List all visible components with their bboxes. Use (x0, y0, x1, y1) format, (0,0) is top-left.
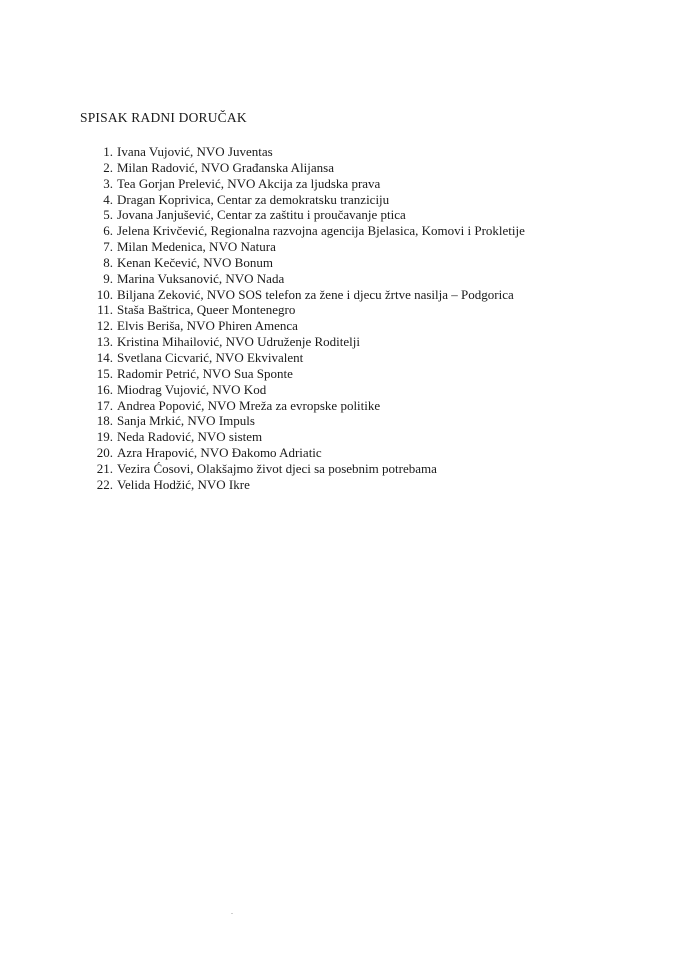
item-text: Neda Radović, NVO sistem (117, 429, 263, 445)
item-text: Staša Baštrica, Queer Montenegro (117, 302, 296, 318)
item-text: Marina Vuksanović, NVO Nada (117, 270, 285, 286)
list-item (80, 334, 525, 350)
list-item (80, 413, 525, 429)
item-text: Milan Medenica, NVO Natura (117, 239, 276, 255)
item-text: Kristina Mihailović, NVO Udruženje Roditelji (117, 334, 360, 350)
item-number: 16. (96, 381, 113, 397)
item-text: Miodrag Vujović, NVO Kod (117, 381, 267, 397)
item-number: 12. (96, 318, 113, 334)
list-item (80, 287, 525, 303)
document-title: SPISAK RADNI DORUČAK (80, 110, 247, 125)
item-number: 3. (103, 175, 113, 191)
item-number: 2. (103, 159, 113, 175)
item-number: 18. (96, 413, 113, 429)
item-text: Sanja Mrkić, NVO Impuls (117, 413, 255, 429)
list-item (80, 350, 525, 366)
item-number: 4. (103, 191, 113, 207)
list-item (80, 144, 525, 160)
item-number: 21. (96, 460, 113, 476)
item-text: Tea Gorjan Prelević, NVO Akcija za ljudska prava (117, 175, 381, 191)
list-item (80, 223, 525, 239)
item-text: Ivana Vujović, NVO Juventas (117, 144, 273, 159)
item-text: Velida Hodžić, NVO Ikre (117, 476, 250, 492)
list-item (80, 271, 525, 287)
item-number: 20. (96, 445, 113, 461)
item-text: Azra Hrapović, NVO Đakomo Adriatic (117, 445, 322, 461)
list-item (80, 239, 525, 255)
item-text: Jovana Janjušević, Centar za zaštitu i proučavanje ptica (117, 207, 406, 223)
list-item (80, 429, 525, 445)
item-number: 17. (96, 397, 113, 413)
item-number: 14. (96, 349, 113, 365)
item-text: Vezira Ćosovi, Olakšajmo život djeci sa posebnim potrebama (117, 460, 437, 476)
list-item (80, 366, 525, 382)
list-item (80, 176, 525, 192)
attendee-list (80, 144, 525, 493)
item-number: 8. (103, 254, 113, 270)
item-number: 11. (97, 302, 113, 318)
list-item (80, 445, 525, 461)
item-text: Kenan Kečević, NVO Bonum (117, 254, 273, 270)
item-number: 7. (103, 239, 113, 255)
list-item (80, 398, 525, 414)
item-number: 15. (96, 365, 113, 381)
item-text: Elvis Beriša, NVO Phiren Amenca (117, 318, 298, 334)
item-text: Radomir Petrić, NVO Sua Sponte (117, 365, 293, 381)
item-text: Biljana Zeković, NVO SOS telefon za žene i djecu žrtve nasilja – Podgorica (117, 286, 514, 302)
list-item (80, 255, 525, 271)
list-item (80, 192, 525, 208)
scan-speck (231, 913, 233, 914)
item-text: Jelena Krivčević, Regionalna razvojna agencija Bjelasica, Komovi i Prokletije (117, 223, 525, 239)
item-number: 13. (96, 334, 113, 350)
item-number: 6. (103, 223, 113, 239)
list-item (80, 160, 525, 176)
list-item (80, 477, 525, 493)
item-number: 5. (103, 207, 113, 223)
item-text: Svetlana Cicvarić, NVO Ekvivalent (117, 349, 304, 365)
item-text: Dragan Koprivica, Centar za demokratsku tranziciju (117, 191, 390, 207)
item-number: 22. (96, 476, 113, 492)
item-text: Andrea Popović, NVO Mreža za evropske politike (117, 397, 381, 413)
item-number: 19. (96, 429, 113, 445)
list-item (80, 318, 525, 334)
list-item (80, 461, 525, 477)
list-item (80, 382, 525, 398)
item-number: 10. (96, 286, 113, 302)
item-number: 9. (103, 270, 113, 286)
list-item (80, 207, 525, 223)
item-text: Milan Radović, NVO Građanska Alijansa (117, 159, 334, 175)
item-number: 1. (103, 144, 113, 159)
list-item (80, 302, 525, 318)
